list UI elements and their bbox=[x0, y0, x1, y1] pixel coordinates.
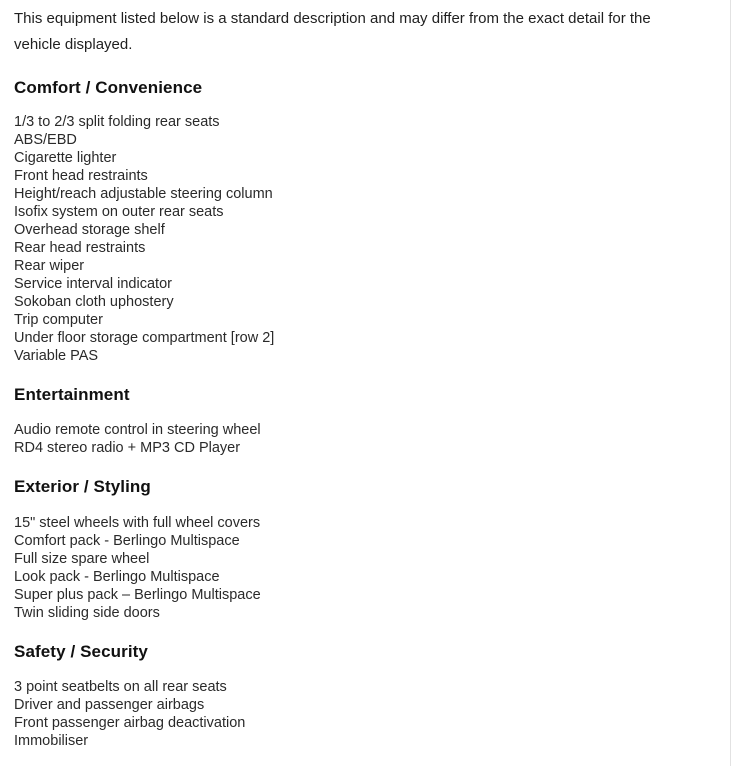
list-item: Trip computer bbox=[14, 312, 103, 328]
intro-paragraph: This equipment listed below is a standard description and may differ from the exact detail for the vehicle displayed. bbox=[14, 10, 651, 53]
list-item: RD4 stereo radio + MP3 CD Player bbox=[14, 440, 241, 456]
list-item: Driver and passenger airbags bbox=[14, 697, 205, 713]
list-item: Immobiliser bbox=[14, 733, 89, 749]
feature-list-exterior-styling bbox=[14, 514, 717, 622]
section-exterior-styling bbox=[14, 477, 717, 622]
list-item: Rear wiper bbox=[14, 258, 85, 274]
list-item: ABS/EBD bbox=[14, 132, 77, 148]
list-item: Overhead storage shelf bbox=[14, 222, 165, 238]
list-item: Super plus pack – Berlingo Multispace bbox=[14, 587, 261, 603]
list-item: 1/3 to 2/3 split folding rear seats bbox=[14, 114, 220, 130]
list-item: Sokoban cloth uphostery bbox=[14, 294, 174, 310]
list-item: Cigarette lighter bbox=[14, 150, 117, 166]
list-item: Comfort pack - Berlingo Multispace bbox=[14, 533, 240, 549]
list-item: Look pack - Berlingo Multispace bbox=[14, 569, 220, 585]
list-item: Front head restraints bbox=[14, 168, 148, 184]
section-safety-security bbox=[14, 642, 717, 750]
list-item: Twin sliding side doors bbox=[14, 605, 160, 621]
section-title-exterior-styling: Exterior / Styling bbox=[14, 477, 151, 496]
section-title-comfort-convenience: Comfort / Convenience bbox=[14, 78, 203, 97]
list-item: 3 point seatbelts on all rear seats bbox=[14, 679, 227, 695]
list-item: Isofix system on outer rear seats bbox=[14, 204, 224, 220]
feature-list-entertainment bbox=[14, 421, 717, 457]
list-item: Variable PAS bbox=[14, 348, 99, 364]
list-item: Audio remote control in steering wheel bbox=[14, 422, 261, 438]
section-title-entertainment: Entertainment bbox=[14, 385, 130, 404]
feature-list-comfort-convenience bbox=[14, 113, 717, 365]
list-item: Full size spare wheel bbox=[14, 551, 150, 567]
section-entertainment bbox=[14, 385, 717, 457]
list-item: Under floor storage compartment [row 2] bbox=[14, 330, 275, 346]
list-item: Height/reach adjustable steering column bbox=[14, 186, 273, 202]
list-item: Rear head restraints bbox=[14, 240, 146, 256]
list-item: Front passenger airbag deactivation bbox=[14, 715, 246, 731]
section-title-safety-security: Safety / Security bbox=[14, 642, 148, 661]
list-item: Service interval indicator bbox=[14, 276, 172, 292]
section-comfort-convenience bbox=[14, 78, 717, 365]
list-item: 15" steel wheels with full wheel covers bbox=[14, 515, 261, 531]
feature-list-safety-security bbox=[14, 678, 717, 750]
